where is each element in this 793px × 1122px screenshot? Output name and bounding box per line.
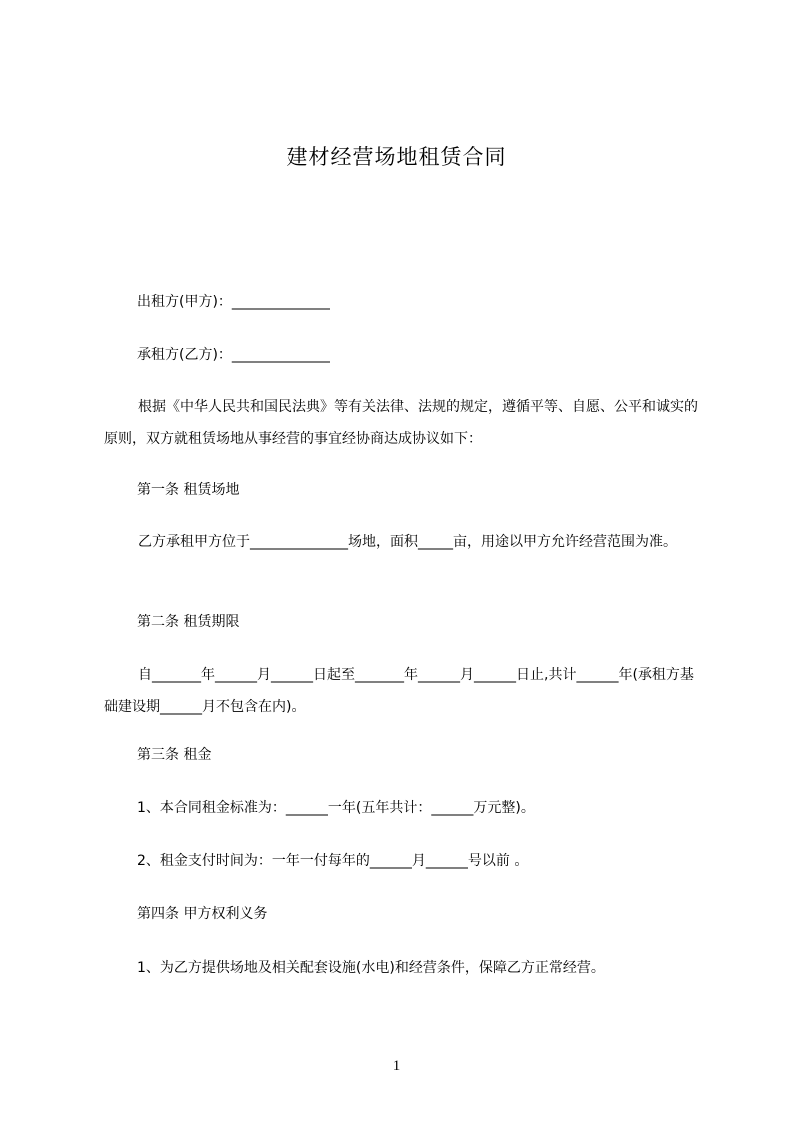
article2-heading: 第二条 租赁期限 (137, 614, 240, 630)
preamble-paragraph: 根据《中华人民共和国民法典》等有关法律、法规的规定，遵循平等、自愿、公平和诚实的原则，双方就租赁场地从事经营的事宜经协商达成协议如下： (104, 399, 698, 447)
article4-item1: 1、为乙方提供场地及相关配套设施(水电)和经营条件，保障乙方正常经营。 (137, 960, 605, 976)
article3-item2: 2、租金支付时间为：一年一付每年的______月______号以前 。 (137, 853, 529, 869)
article1-heading: 第一条 租赁场地 (137, 482, 240, 498)
article2-paragraph: 自_______年______月______日起至_______年______月______日止,共计______年(承租方基础建设期______月不包含在内)。 (104, 667, 694, 715)
article4-heading: 第四条 甲方权利义务 (137, 906, 268, 922)
page-number: 1 (392, 1058, 401, 1074)
article3-heading: 第三条 租金 (137, 747, 212, 763)
article1-paragraph: 乙方承租甲方位于______________场地，面积_____亩，用途以甲方允许经营范围为准。 (138, 534, 677, 550)
lessor-line: 出租方(甲方)：______________ (137, 294, 330, 310)
page-title: 建材经营场地租赁合同 (286, 145, 507, 169)
lessee-line: 承租方(乙方)：______________ (137, 347, 330, 363)
article3-item1: 1、本合同租金标准为：______一年(五年共计：______万元整)。 (137, 800, 535, 816)
